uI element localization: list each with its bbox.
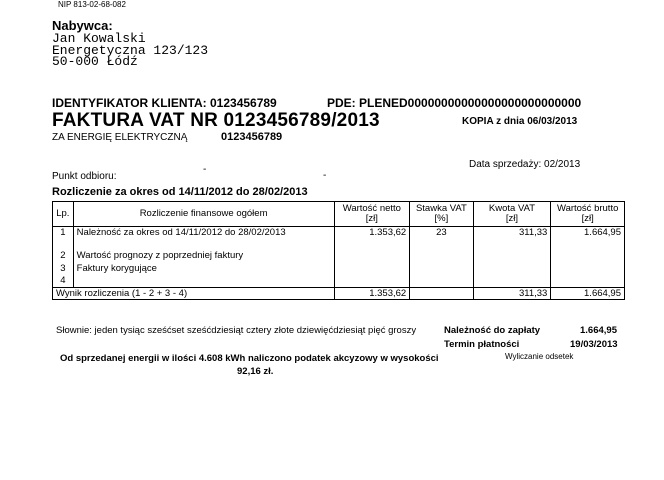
cell-lp: 3 <box>53 262 74 275</box>
col-vat-amount: Kwota VAT [zł] <box>473 202 551 227</box>
cell-brutto <box>551 262 625 275</box>
table-row <box>53 238 625 249</box>
cell-netto <box>334 262 410 275</box>
payment-term-value: 19/03/2013 <box>570 339 618 350</box>
cell-lp: 1 <box>53 227 74 239</box>
col-netto: Wartość netto [zł] <box>334 202 410 227</box>
sale-date: Data sprzedaży: 02/2013 <box>469 159 581 170</box>
buyer-city: 50-000 Łódź <box>52 54 138 69</box>
cell-brutto <box>551 238 625 249</box>
energy-label: ZA ENERGIĘ ELEKTRYCZNĄ <box>52 132 188 143</box>
cell-netto <box>334 275 410 288</box>
total-brutto: 1.664,95 <box>551 288 625 300</box>
table-header-row <box>53 202 625 227</box>
table-total-row <box>53 288 625 300</box>
amount-due-value: 1.664,95 <box>580 325 617 336</box>
col-vat-rate: Stawka VAT [%] <box>410 202 473 227</box>
copy-date: KOPIA z dnia 06/03/2013 <box>462 116 578 127</box>
settlement-table <box>52 201 625 300</box>
cell-description <box>73 275 334 288</box>
cell-vat-amount: 311,33 <box>473 227 551 239</box>
col-description: Rozliczenie finansowe ogółem <box>73 202 334 227</box>
cell-description <box>73 238 334 249</box>
table-row <box>53 275 625 288</box>
total-description: Wynik rozliczenia (1 - 2 + 3 - 4) <box>53 288 335 300</box>
buyer-name: Jan Kowalski <box>52 31 146 46</box>
cell-vat-rate <box>410 262 473 275</box>
total-netto: 1.353,62 <box>334 288 410 300</box>
cell-vat-amount <box>473 249 551 262</box>
delivery-point-label: Punkt odbioru: <box>52 171 117 182</box>
cell-lp: 4 <box>53 275 74 288</box>
total-vat-rate <box>410 288 473 300</box>
amount-due-label: Należność do zapłaty <box>444 325 541 336</box>
cell-description: Wartość prognozy z poprzedniej faktury <box>73 249 334 262</box>
total-vat-amount: 311,33 <box>473 288 551 300</box>
amount-in-words: Słownie: jeden tysiąc sześćset sześćdziesiąt cztery złote dziewięćdziesiąt pięć groszy <box>56 325 417 336</box>
settlement-period: Rozliczenie za okres od 14/11/2012 do 28/02/2013 <box>52 186 308 198</box>
cell-description: Należność za okres od 14/11/2012 do 28/02/2013 <box>73 227 334 239</box>
table-row <box>53 227 625 239</box>
cell-brutto <box>551 275 625 288</box>
table-row <box>53 249 625 262</box>
cell-lp: 2 <box>53 249 74 262</box>
cell-brutto <box>551 249 625 262</box>
cell-netto <box>334 249 410 262</box>
cell-vat-amount <box>473 262 551 275</box>
cell-vat-amount <box>473 238 551 249</box>
table-row <box>53 262 625 275</box>
cell-netto: 1.353,62 <box>334 227 410 239</box>
excise-tax-amount: 92,16 zł. <box>237 366 274 377</box>
cell-vat-rate <box>410 238 473 249</box>
excise-tax-note: Od sprzedanej energii w ilości 4.608 kWh naliczono podatek akcyzowy w wysokości <box>60 353 439 364</box>
interest-calculation-label: Wyliczanie odsetek <box>505 352 574 361</box>
scan-dash: - <box>323 170 327 181</box>
col-lp: Lp. <box>53 202 74 227</box>
nip-number: NIP 813-02-68-082 <box>58 0 126 9</box>
pde-number: PDE: PLENED00000000000000000000000000 <box>327 96 582 110</box>
buyer-street: Energetyczna 123/123 <box>52 43 209 58</box>
cell-vat-rate: 23 <box>410 227 473 239</box>
cell-brutto: 1.664,95 <box>551 227 625 239</box>
client-id: IDENTYFIKATOR KLIENTA: 0123456789 <box>52 96 277 110</box>
buyer-label: Nabywca: <box>52 18 113 33</box>
cell-vat-amount <box>473 275 551 288</box>
cell-description: Faktury korygujące <box>73 262 334 275</box>
scan-dash: - <box>203 164 207 175</box>
cell-lp <box>53 238 74 249</box>
invoice-title: FAKTURA VAT NR 0123456789/2013 <box>52 110 380 131</box>
col-brutto: Wartość brutto [zł] <box>551 202 625 227</box>
cell-netto <box>334 238 410 249</box>
energy-number: 0123456789 <box>221 131 283 143</box>
payment-term-label: Termin płatności <box>444 339 520 350</box>
cell-vat-rate <box>410 249 473 262</box>
cell-vat-rate <box>410 275 473 288</box>
